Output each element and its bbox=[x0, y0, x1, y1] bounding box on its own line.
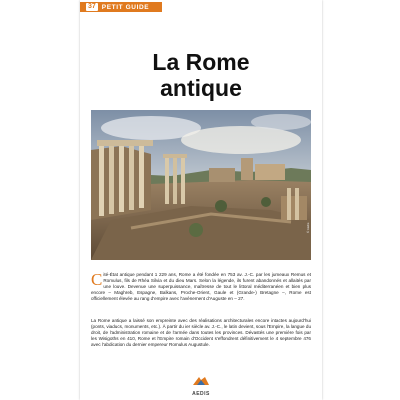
publisher-logo bbox=[183, 373, 219, 397]
publisher-name: AEDIS bbox=[192, 391, 210, 397]
title-line-2: antique bbox=[160, 75, 242, 102]
title-line-1: La Rome bbox=[152, 49, 250, 76]
intro-paragraph-1 bbox=[91, 272, 311, 302]
intro-paragraph-2: La Rome antique a laissé son empreinte avec des réalisations architecturales encore intactes aujourd'hui (ponts, viaducs, monuments, etc.). À partir du ier siècle av. J.-C., le latin devient, sous l'Empire, la langue du droit, de l'administration romaine et de l'armée dans toutes les provinces. Dévastés une première fois par les Wisigoths en 410, Rome et l'Empire romain d'Occident s'effondrent définitivement le 4 septembre 476 avec l'abdication du dernier empereur Romulus Augustule. bbox=[91, 318, 311, 348]
page-title bbox=[80, 49, 322, 101]
series-band bbox=[80, 2, 162, 12]
dropcap-letter: C bbox=[91, 270, 103, 289]
series-name: PETIT GUIDE bbox=[101, 3, 150, 11]
intro-paragraph-1-text: ité-État antique pendant 1 229 ans, Rome a été fondée en 753 av. J.-C. par les jumeaux Remus et Romulus, fils de Rhéa Silvia et du dieu Mars. Selon la légende, ils furent abandonnés et allaités par une louve. Devenue une superpuissance, maîtresse de tout le littoral méditerranéen et bien plus encore – Maghreb, Espagne, Balkans, Proche-Orient, Gaule et (Grande-) Bretagne –, Rome est officiellement élevée au rang d'empire avec l'avènement d'Auguste en – 27. bbox=[91, 272, 311, 302]
book-cover bbox=[80, 0, 322, 400]
series-number: 37 bbox=[88, 3, 96, 10]
roman-forum-ruins-image bbox=[91, 110, 311, 260]
photo-credit: © Aédis bbox=[306, 222, 310, 233]
aedis-logo-icon bbox=[191, 376, 211, 386]
